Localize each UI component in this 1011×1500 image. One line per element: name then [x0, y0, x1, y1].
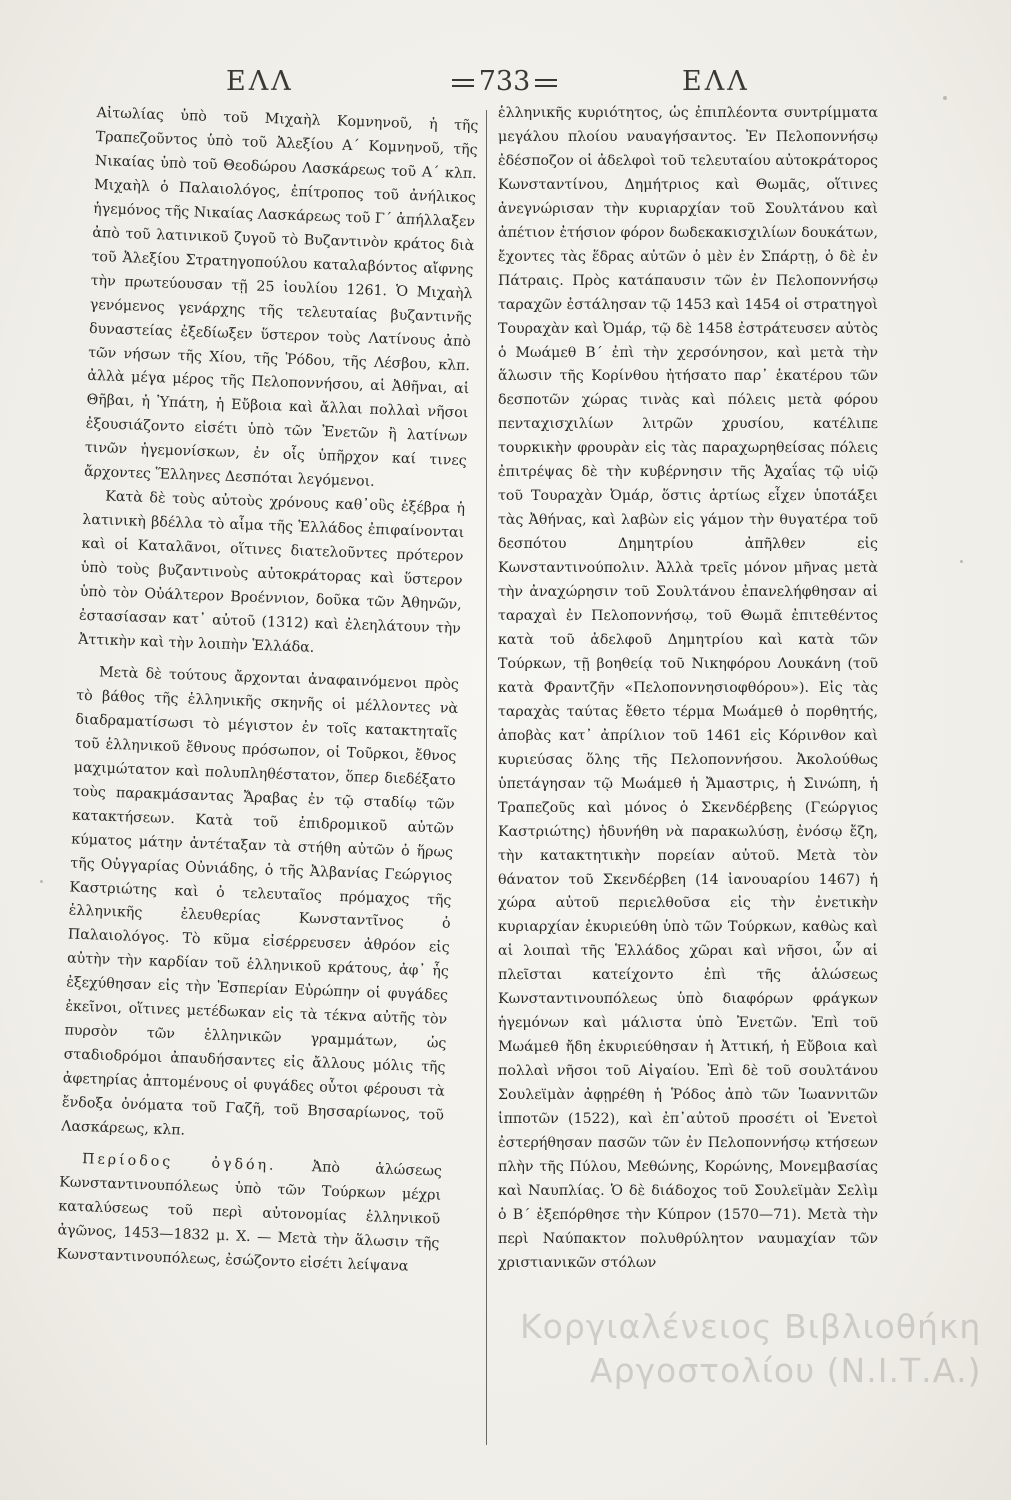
header-dash-right: [535, 79, 557, 87]
section-text: Ἀπὸ ἁλώσεως Κωνσταντινουπόλεως ὑπὸ τῶν Τούρκων μέχρι καταλύσεως τοῦ περὶ αὐτονομίας ἑλληνικοῦ ἀγῶνος, 1453—1832 μ. Χ. — Μετὰ τὴν ἅλωσιν τῆς Κωνσταντινουπόλεως, ἐσώζοντο εἰσέτι λείψανα: [56, 1159, 443, 1275]
right-paragraph-1: ἑλληνικῆς κυριότητος, ὡς ἐπιπλέοντα συντρίμματα μεγάλου πλοίου ναυαγήσαντος. Ἐν Πελοποννήσῳ ἐδέσποζον οἱ ἀδελφοὶ τοῦ τελευταίου αὐτοκράτορος Κωνσταντίνου, Δημήτριος καὶ Θωμᾶς, οἵτινες ἀνεγνώρισαν τὴν κυριαρχίαν τοῦ Σουλτάνου καὶ ἀπέτιον ἐτήσιον φόρον δωδεκακισχιλίων δουκάτων, ἔχοντες τὰς ἕδρας αὐτῶν ὁ μὲν ἐν Σπάρτῃ, ὁ δὲ ἐν Πάτραις. Πρὸς κατάπαυσιν τῶν ἐν Πελοποννήσῳ ταραχῶν ἐστάλησαν τῷ 1453 καὶ 1454 οἱ στρατηγοὶ Τουραχὰν καὶ Ὀμάρ, τῷ δὲ 1458 ἐστράτευσεν αὐτὸς ὁ Μωάμεθ Β΄ ἐπὶ τὴν χερσόνησον, καὶ μετὰ τὴν ἅλωσιν τῆς Κορίνθου ἠτήσατο παρ᾽ ἑκατέρου τῶν δεσποτῶν χώρας τινὰς καὶ πόλεις μετὰ φόρου πενταχισχιλίων λιτρῶν χρυσίου, κατέλιπε τουρκικὴν φρουρὰν εἰς τὰς παραχωρηθείσας πόλεις ἐπιτρέψας δὲ τὴν κυβέρνησιν τῆς Ἀχαΐας τῷ υἱῷ τοῦ Τουραχὰν Ὀμάρ, ὅστις ἀρτίως εἶχεν ὑποτάξει τὰς Ἀθήνας, καὶ λαβὼν εἰς γάμον τὴν θυγατέρα τοῦ δεσπότου Δημητρίου ἀπῆλθεν εἰς Κωνσταντινούπολιν. Ἀλλὰ τρεῖς μόνον μῆνας μετὰ τὴν ἀναχώρησιν τοῦ Σουλτάνου ἐπανελήφθησαν αἱ ταραχαὶ ἐν Πελοποννήσῳ, τοῦ Θωμᾶ ἐπιτεθέντος κατὰ τοῦ ἀδελφοῦ Δημητρίου καὶ κατὰ τῶν Τούρκων, τῇ βοηθείᾳ τοῦ Νικηφόρου Λουκάνη (τοῦ κατὰ Φραντζῆν «Πελοποννησιοφθόρου»). Εἰς τὰς ταραχὰς ταύτας ἔθετο τέρμα Μωάμεθ ὁ πορθητής, ἀποβὰς κατ᾽ ἀπρίλιον τοῦ 1461 εἰς Κόρινθον καὶ κυριεύσας ὅλης τῆς Πελοποννήσου. Ἀκολούθως ὑπετάγησαν τῷ Μωάμεθ ἡ Ἄμαστρις, ἡ Σινώπη, ἡ Τραπεζοῦς καὶ μόνος ὁ Σκενδέρβεης (Γεώργιος Καστριώτης) ἠδυνήθη νὰ παρακωλύσῃ, ἐνόσῳ ἔζη, τὴν κατακτητικὴν πορείαν αὐτοῦ. Μετὰ τὸν θάνατον τοῦ Σκενδέρβεη (14 ἰανουαρίου 1467) ἡ χώρα αὐτοῦ περιελθοῦσα εἰς τὴν ἐνετικὴν κυριαρχίαν ἐκυριεύθη ὑπὸ τῶν Τούρκων, καθὼς καὶ αἱ λοιπαὶ τῆς Ἑλλάδος χῶραι καὶ νῆσοι, ὧν αἱ πλεῖσται κατείχοντο ἐπὶ τῆς ἁλώσεως Κωνσταντινουπόλεως ὑπὸ διαφόρων φράγκων ἡγεμόνων καὶ μάλιστα ὑπὸ Ἐνετῶν. Ἐπὶ τοῦ Μωάμεθ ἤδη ἐκυριεύθησαν ἡ Ἀττική, ἡ Εὔβοια καὶ πολλαὶ νῆσοι τοῦ Αἰγαίου. Ἐπὶ δὲ τοῦ σουλτάνου Σουλεϊμὰν ἀφῃρέθη ἡ Ῥόδος ἀπὸ τῶν Ἰωαννιτῶν ἱπποτῶν (1522), καὶ ἐπ᾽αὐτοῦ προσέτι οἱ Ἐνετοὶ ἐστερήθησαν πασῶν τῶν ἐν Πελοποννήσῳ κτήσεων πλὴν τῆς Πύλου, Μεθώνης, Κορώνης, Μονεμβασίας καὶ Ναυπλίας. Ὁ δὲ διάδοχος τοῦ Σουλεϊμὰν Σελὶμ ὁ Β΄ ἐξεπόρθησε τὴν Κύπρον (1570—71). Μετὰ τὴν περὶ Ναύπακτον πολυθρύλητον ναυμαχίαν τῶν χριστιανικῶν στόλων: [498, 105, 878, 1271]
watermark-line-2: Αργοστολίου (Ν.Ι.Τ.Α.): [590, 1351, 982, 1390]
left-paragraph-1: Αἰτωλίας ὑπὸ τοῦ Μιχαὴλ Κομνηνοῦ, ἡ τῆς Τραπεζοῦντος ὑπὸ τοῦ Ἀλεξίου Α΄ Κομνηνοῦ, τῆς Νικαίας ὑπὸ τοῦ Θεοδώρου Λασκάρεως τοῦ Α΄ κλπ. Μιχαὴλ ὁ Παλαιολόγος, ἐπίτροπος τοῦ ἀνήλικος ἡγεμόνος τῆς Νικαίας Λασκάρεως τοῦ Γ΄ ἀπήλλαξεν ἀπὸ τοῦ λατινικοῦ ζυγοῦ τὸ Βυζαντινὸν κράτος διὰ τοῦ Ἀλεξίου Στρατηγοπούλου καταλαβόντος αἴφνης τὴν πρωτεύουσαν τῇ 25 ἰουλίου 1261. Ὁ Μιχαὴλ γενόμενος γενάρχης τῆς τελευταίας βυζαντινῆς δυναστείας ἐξεδίωξεν ὕστερον τοὺς Λατίνους ἀπὸ τῶν νήσων τῆς Χίου, τῆς Ῥόδου, τῆς Λέσβου, κλπ. ἀλλὰ μέγα μέρος τῆς Πελοποννήσου, αἱ Ἀθῆναι, αἱ Θῆβαι, ἡ Ὑπάτη, ἡ Εὔβοια καὶ ἄλλαι πολλαὶ νῆσοι ἐξουσιάζοντο εἰσέτι ὑπὸ τῶν Ἐνετῶν ἢ λατίνων τινῶν ἡγεμονίσκων, ἐν οἷς ὑπῆρχον καί τινες ἄρχοντες Ἕλληνες Δεσπόται λεγόμενοι.: [83, 104, 479, 491]
left-paragraph-3: Μετὰ δὲ τούτους ἄρχονται ἀναφαινόμενοι πρὸς τὸ βάθος τῆς ἑλληνικῆς σκηνῆς οἱ μέλλοντες νὰ διαδραματίσωσι τὸ μέγιστον ἐν τοῖς κατακτηταῖς τοῦ ἑλληνικοῦ ἔθνους πρόσωπον, οἱ Τοῦρκοι, ἔθνος μαχιμώτατον καὶ πολυπληθέστατον, ὅπερ διεδέξατο τοὺς παρακμάσαντας Ἄραβας ἐν τῷ σταδίῳ τῶν κατακτήσεων. Κατὰ τοῦ ἐπιδρομικοῦ αὐτῶν κύματος μάτην ἀντέταξαν τὰ στήθη αὐτῶν ὁ ἥρως τῆς Οὐγγαρίας Οὐνιάδης, ὁ τῆς Ἀλβανίας Γεώργιος Καστριώτης καὶ ὁ τελευταῖος πρόμαχος τῆς ἑλληνικῆς ἐλευθερίας Κωνσταντῖνος ὁ Παλαιολόγος. Τὸ κῦμα εἰσέρρευσεν ἀθρόον εἰς αὐτὴν τὴν καρδίαν τοῦ ἑλληνικοῦ κράτους, ἀφ᾽ ἧς ἐξεχύθησαν εἰς τὴν Ἑσπερίαν Εὐρώπην οἱ φυγάδες ἐκεῖνοι, οἵτινες μετέδωκαν εἰς τὰ τέκνα αὐτῆς τὸν πυρσὸν τῶν ἑλληνικῶν γραμμάτων, ὡς σταδιοδρόμοι ἀπαυδήσαντες εἰς ἄλλους μόλις τῆς ἀφετηρίας ἀπτομένους οἱ φυγάδες οὗτοι φέρουσι τὰ ἔνδοξα ὀνόματα τοῦ Γαζῆ, τοῦ Βησσαρίωνος, τοῦ Λασκάρεως, κλπ.: [60, 664, 460, 1139]
left-paragraph-2: Κατὰ δὲ τοὺς αὐτοὺς χρόνους καθ᾽οὓς ἐξέβρα ἡ λατινικὴ βδέλλα τὸ αἷμα τῆς Ἑλλάδος ἐπιφαίνονται καὶ οἱ Καταλᾶνοι, οἵτινες διατελοῦντες πρότερον ὑπὸ τοὺς βυζαντινοὺς αὐτοκράτορας καὶ ὕστερον ὑπὸ τὸν Οὐάλτερον Βροέννιον, δοῦκα τῶν Ἀθηνῶν, ἐστασίασαν κατ᾽ αὐτοῦ (1312) καὶ ἐλεηλάτουν τὴν Ἀττικὴν καὶ τὴν λοιπὴν Ἑλλάδα.: [77, 488, 466, 656]
header-dash-left: [452, 79, 474, 87]
paper-speck: [960, 560, 963, 563]
watermark-line-1: Κοργιαλένειος Βιβλιοθήκη: [520, 1307, 982, 1346]
left-column: [50, 102, 479, 1460]
paper-speck: [40, 880, 43, 883]
column-divider: [486, 110, 487, 1445]
right-column: [498, 102, 878, 1447]
page-number: [442, 66, 567, 97]
header-right-word: ΕΛΛ: [682, 66, 750, 97]
header-left-word: ΕΛΛ: [226, 66, 294, 97]
left-paragraph-4: [56, 1147, 442, 1280]
page-number-text: 733: [478, 66, 531, 97]
section-heading: Περίοδος ὀγδόη.: [81, 1151, 277, 1174]
paper-speck: [943, 96, 947, 100]
